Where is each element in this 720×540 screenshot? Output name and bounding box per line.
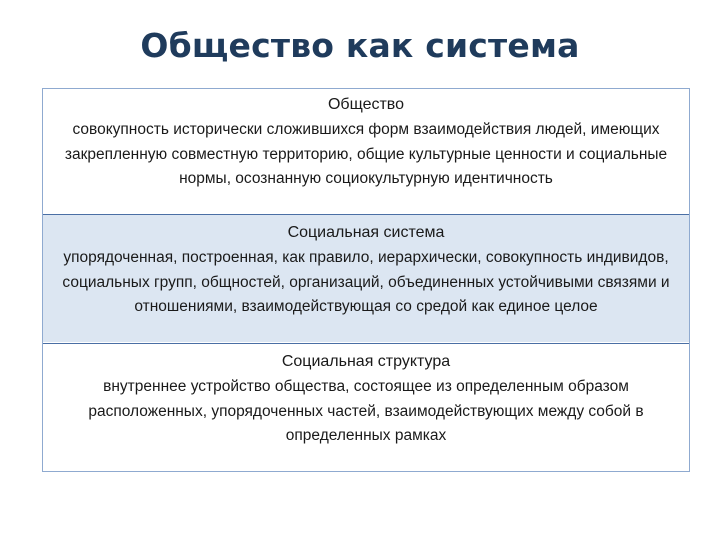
definition-description: упорядоченная, построенная, как правило, иерархически, совокупность индивидов, социальных групп, общностей, организаций, объединенных устойчивыми связями и отношениями, взаимодействующая со средой как единое целое (62, 249, 670, 315)
definition-term: Социальная система (287, 224, 445, 241)
slide-title: Общество как система (140, 26, 580, 65)
definition-term: Социальная структура (281, 353, 451, 370)
definition-description: совокупность исторически сложившихся форм взаимодействия людей, имеющих закрепленную совместную территорию, общие культурные ценности и социальные нормы, осознанную социокультурную идентичность (64, 121, 668, 187)
definition-description: внутреннее устройство общества, состоящее из определенным образом расположенных, упорядоченных частей, взаимодействующих между собой в определенных рамках (88, 378, 644, 444)
definition-row-social-structure (43, 343, 689, 471)
definitions-table (42, 88, 690, 472)
definition-row-society (43, 89, 689, 215)
definition-row-social-system (43, 215, 689, 343)
definition-term: Общество (327, 96, 405, 113)
